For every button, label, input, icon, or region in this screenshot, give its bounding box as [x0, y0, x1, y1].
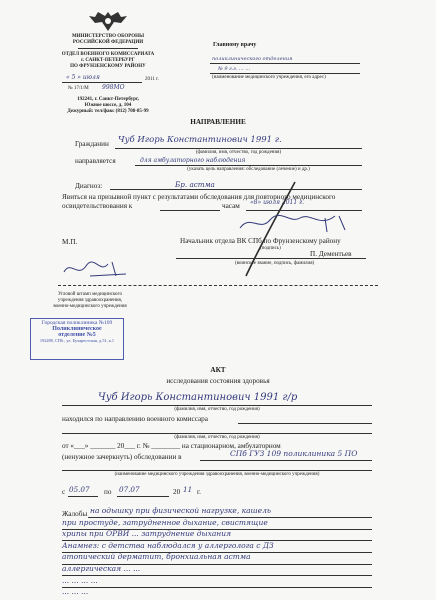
period-year-label: 20 [173, 488, 181, 496]
act-from-text: от «___» _______ 20___ г. № ________ на стационарном, амбулаторном [62, 442, 281, 450]
recipient-title: Главному врачу [213, 42, 257, 48]
sent-caption: (указать цель направления: обследование (лечение) и др.) [187, 167, 310, 172]
ministry-title: МИНИСТЕРСТВО ОБОРОНЫ РОССИЙСКОЙ ФЕДЕРАЦИИ [72, 34, 144, 45]
citizen-name: Чуб Игорь Константинович 1991 г. [118, 135, 282, 145]
citizen-caption: (фамилия, имя, отчество, год рождения) [195, 150, 282, 155]
diagnosis-label: Диагноз: [75, 182, 103, 190]
sent-purpose: для амбулаторного наблюдения [140, 157, 246, 164]
recipient-hand-2: № 9 г.г. ... ... [218, 66, 251, 72]
recipient-hand-1: поликлинического отделения [212, 56, 293, 62]
issue-date: « 5 » июля [66, 74, 100, 81]
act-exam-caption: (наименование медицинского учреждения здравоохранения, военно-медицинского учреждения) [114, 472, 320, 477]
left-signature-icon [60, 258, 130, 280]
citizen-label: Гражданин [75, 140, 109, 148]
direction-title: НАПРАВЛЕНИЕ [190, 118, 246, 126]
clinic-stamp: Городская поликлиника №109 Поликлиническое отделение №5 192288, СПб., ул. Бухарестская, д.51, к.1 [30, 318, 124, 360]
doc-number-prefix: № 17/1/М [68, 86, 89, 91]
seal-place-label: М.П. [62, 238, 78, 246]
act-exam-text: (ненужное зачеркнуть) обследовании в [62, 453, 182, 461]
emblem-eagle-icon [88, 8, 128, 32]
sent-label: направляется [75, 157, 116, 165]
complaints-label: Жалобы [62, 510, 88, 518]
act-title: АКТ [210, 366, 226, 374]
appear-text-2: освидетельствования к [62, 202, 133, 210]
act-referral-caption: (фамилия, имя, отчество, год рождения) [174, 435, 260, 440]
corner-stamp-caption: Угловой штамп медицинского учреждения здравоохранения, военно-медицинского учреждения [53, 292, 127, 309]
period-year-value: 11 [183, 485, 193, 494]
appear-time-label: часам [222, 202, 240, 210]
period-from-label: с [62, 488, 66, 496]
chief-sign-caption: (подпись) [260, 246, 281, 251]
diagnosis-value: Бр. астма [175, 180, 215, 189]
appear-date: «8» июля 2011 г. [250, 199, 305, 206]
recipient-caption: (наименование медицинского учреждения, его адрес) [212, 75, 326, 80]
period-year-suffix: г. [197, 488, 201, 496]
chief-name: П. Дементьев [310, 250, 352, 258]
doc-number: 998МО [102, 84, 125, 91]
complaints-text: на одышку при физической нагрузке, кашель при простуде, затрудненное дыхание, свистящие хрипы при ОРВИ ... затруднение дыхания Анамнез: с детства наблюдался у аллерголога с ДЗ атопический дерматит, бронхиальная астма аллергическая ... ... ... ... ... ... ... ... ... [62, 506, 274, 597]
chief-title: Начальник отдела ВК СПб по Фрунзенскому району [180, 237, 341, 245]
chief-signature-icon [235, 210, 355, 238]
period-to-date: 07.07 [119, 485, 140, 494]
act-subtitle: исследования состояния здоровья [166, 377, 270, 385]
appear-text-1: Явиться на призывной пункт с результатами обследования для повторного медицинского [62, 193, 336, 201]
act-referral-text: находился по направлению военного комиссара [62, 415, 208, 423]
act-exam-place: СПб ГУЗ 109 поликлиника 5 ПО [230, 449, 358, 458]
act-patient-name: Чуб Игорь Константинович 1991 г/р [98, 392, 298, 403]
department-title: ОТДЕЛ ВОЕННОГО КОМИССАРИАТА г. САНКТ-ПЕТЕРБУРГ ПО ФРУНЗЕНСКОМУ РАЙОНУ [61, 52, 155, 69]
issue-year: 2011 г. [145, 77, 159, 82]
period-from-date: 05.07 [69, 485, 90, 494]
address-block: 192241, г. Санкт-Петербург, Южное шоссе, д. 104 Дежурный: тел/факс (812) 708-85-99 [67, 97, 149, 114]
act-name-caption: (фамилия, имя, отчество, год рождения) [174, 407, 260, 412]
period-to-label: по [104, 488, 112, 496]
chief-caption: (воинское звание, подпись, фамилия) [235, 261, 315, 266]
